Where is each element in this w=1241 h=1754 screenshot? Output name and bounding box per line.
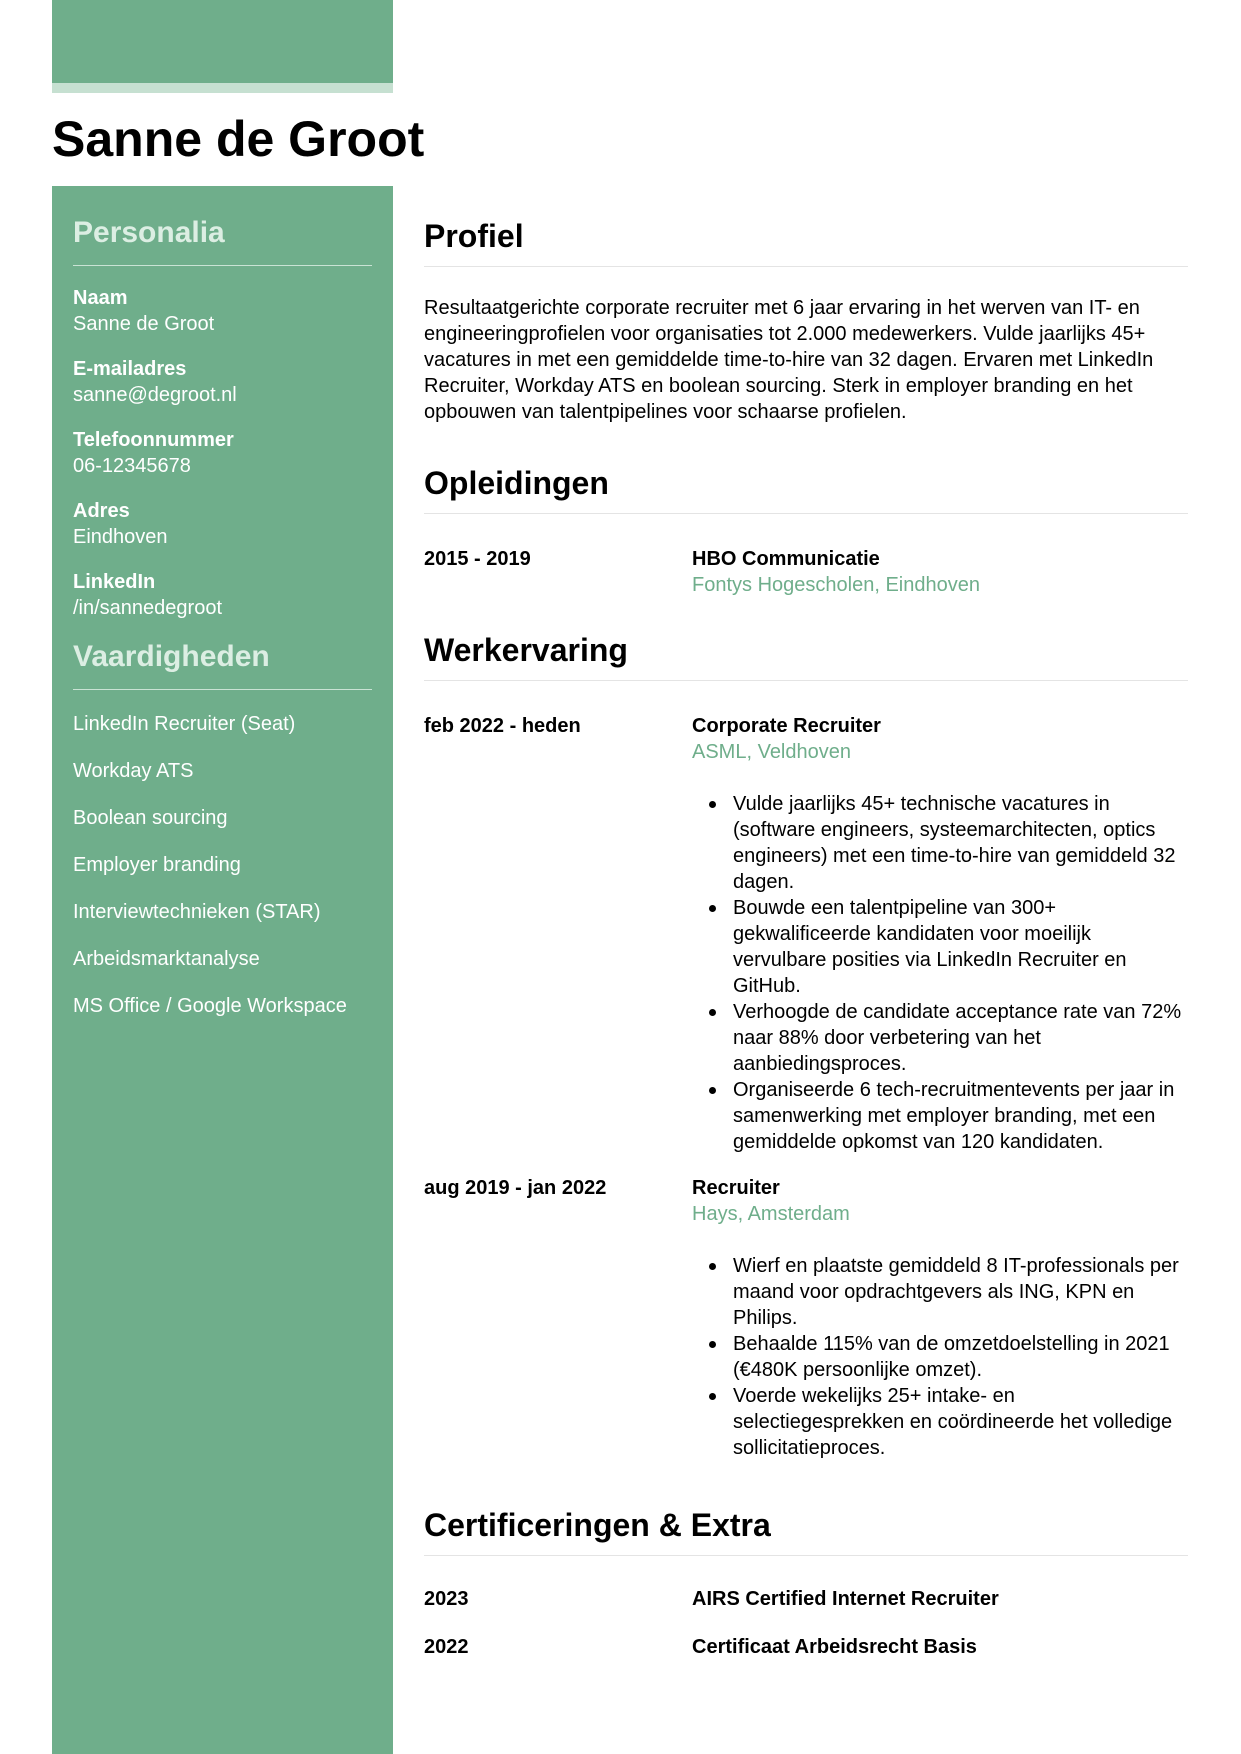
list-item: Behaalde 115% van de omzetdoelstelling in 2021 (€480K persoonlijke omzet).	[692, 1331, 1188, 1383]
sidebar	[52, 186, 393, 1754]
certification-entry	[424, 1586, 1188, 1612]
section-title: Werkervaring	[424, 632, 628, 668]
header-accent-band	[52, 0, 393, 83]
section-title: Profiel	[424, 218, 524, 254]
personal-details	[73, 285, 372, 621]
personal-item-name	[73, 285, 372, 337]
certification-title: AIRS Certified Internet Recruiter	[692, 1588, 999, 1610]
entry-title: HBO Communicatie	[692, 548, 880, 570]
linkedin-link[interactable]: /in/sannedegroot	[73, 597, 223, 619]
certification-title: Certificaat Arbeidsrecht Basis	[692, 1636, 977, 1658]
entry-title: Recruiter	[692, 1177, 780, 1199]
personal-heading: Personalia	[73, 216, 225, 249]
entry-period: 2015 - 2019	[424, 548, 531, 570]
personal-label: LinkedIn	[73, 571, 156, 593]
skill-item: MS Office / Google Workspace	[73, 995, 347, 1017]
skill-item: Boolean sourcing	[73, 807, 228, 829]
certifications-section	[424, 1475, 1188, 1660]
skill-item: Employer branding	[73, 854, 241, 876]
entry-employer: ASML, Veldhoven	[692, 741, 851, 763]
personal-item-email	[73, 356, 372, 408]
personal-value: 06-12345678	[73, 455, 191, 477]
education-section	[424, 433, 1188, 598]
personal-item-address	[73, 498, 372, 550]
section-title: Opleidingen	[424, 465, 609, 501]
skill-item: LinkedIn Recruiter (Seat)	[73, 713, 296, 735]
section-title: Certificeringen & Extra	[424, 1507, 771, 1543]
list-item: Vulde jaarlijks 45+ technische vacatures in (software engineers, systeemarchitecten, optics engineers) met een time-to-hire van gemiddeld 32 dagen.	[692, 791, 1188, 895]
work-entry	[424, 1175, 1188, 1461]
personal-label: Adres	[73, 500, 130, 522]
divider	[73, 689, 372, 690]
list-item: Voerde wekelijks 25+ intake- en selectiegesprekken en coördineerde het volledige sollicitatieproces.	[692, 1383, 1188, 1461]
list-item: Verhoogde de candidate acceptance rate van 72% naar 88% door verbetering van het aanbiedingsproces.	[692, 999, 1188, 1077]
personal-value: Eindhoven	[73, 526, 168, 548]
achievement-list	[692, 791, 1188, 1155]
divider	[424, 266, 1188, 267]
header-accent-stripe	[52, 83, 393, 93]
certification-entry	[424, 1634, 1188, 1660]
entry-period: feb 2022 - heden	[424, 715, 581, 737]
personal-item-phone	[73, 427, 372, 479]
divider	[73, 265, 372, 266]
divider	[424, 1555, 1188, 1556]
education-entry	[424, 546, 1188, 598]
personal-label: E-mailadres	[73, 358, 187, 380]
personal-label: Naam	[73, 287, 128, 309]
entry-period: aug 2019 - jan 2022	[424, 1177, 607, 1199]
certification-year: 2023	[424, 1588, 469, 1610]
entry-title: Corporate Recruiter	[692, 715, 881, 737]
list-item: Wierf en plaatste gemiddeld 8 IT-professionals per maand voor opdrachtgevers als ING, KPN en Philips.	[692, 1253, 1188, 1331]
personal-item-linkedin	[73, 569, 372, 621]
skill-item: Interviewtechnieken (STAR)	[73, 901, 321, 923]
entry-institution: Fontys Hogescholen, Eindhoven	[692, 574, 980, 596]
profile-section	[424, 186, 1188, 425]
achievement-list	[692, 1253, 1188, 1461]
work-section	[424, 600, 1188, 1461]
skill-item: Arbeidsmarktanalyse	[73, 948, 260, 970]
email-link[interactable]: sanne@degroot.nl	[73, 384, 237, 406]
candidate-name: Sanne de Groot	[52, 111, 425, 167]
divider	[424, 680, 1188, 681]
personal-label: Telefoonnummer	[73, 429, 234, 451]
list-item: Organiseerde 6 tech-recruitmentevents per jaar in samenwerking met employer branding, met een gemiddelde opkomst van 120 kandidaten.	[692, 1077, 1188, 1155]
skills-heading: Vaardigheden	[73, 640, 270, 673]
work-entry	[424, 713, 1188, 1155]
divider	[424, 513, 1188, 514]
profile-text: Resultaatgerichte corporate recruiter met 6 jaar ervaring in het werven van IT- en engineeringprofielen voor organisaties tot 2.000 medewerkers. Vulde jaarlijks 45+ vacatures in met een gemiddelde time-to-hire van 32 dagen. Ervaren met LinkedIn Recruiter, Workday ATS en boolean sourcing. Sterk in employer branding en het opbouwen van talentpipelines voor schaarse profielen.	[424, 297, 1154, 423]
certification-year: 2022	[424, 1636, 469, 1658]
entry-employer: Hays, Amsterdam	[692, 1203, 850, 1225]
personal-value: Sanne de Groot	[73, 313, 215, 335]
skill-item: Workday ATS	[73, 760, 194, 782]
list-item: Bouwde een talentpipeline van 300+ gekwalificeerde kandidaten voor moeilijk vervulbare posities via LinkedIn Recruiter en GitHub.	[692, 895, 1188, 999]
main-content	[424, 186, 1188, 1660]
skills-list	[73, 711, 372, 1019]
